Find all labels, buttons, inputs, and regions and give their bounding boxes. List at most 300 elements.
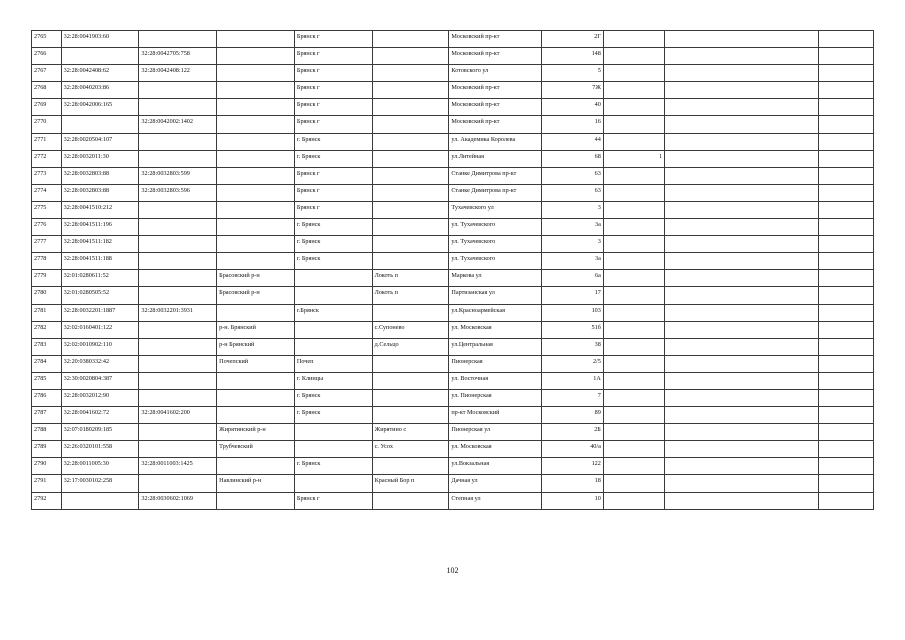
- cell-cadastral-number-2: [139, 441, 217, 458]
- cell-row-number: 2784: [32, 355, 62, 372]
- cell-empty: [818, 458, 873, 475]
- cell-street: ул. Тухачевского: [449, 219, 542, 236]
- cell-cadastral-number: 32:17:0030102:258: [61, 475, 139, 492]
- cell-flat: [603, 184, 664, 201]
- cell-street: ул. Тухачевского: [449, 236, 542, 253]
- cell-house: 63: [542, 167, 603, 184]
- cell-district: [217, 389, 295, 406]
- cell-house: 17: [542, 287, 603, 304]
- cell-city: [294, 475, 372, 492]
- cell-district: Трубчевский: [217, 441, 295, 458]
- table-row: [32, 253, 874, 270]
- table-row: [32, 99, 874, 116]
- cell-cadastral-number: 32:28:0041903:60: [61, 31, 139, 48]
- cell-empty: [818, 99, 873, 116]
- cell-house: 63: [542, 184, 603, 201]
- table-row: [32, 236, 874, 253]
- cell-settlement: [372, 407, 449, 424]
- cell-city: г. Брянск: [294, 133, 372, 150]
- cell-empty: [818, 304, 873, 321]
- cell-house: 5: [542, 65, 603, 82]
- cell-district: р-н. Брянский: [217, 321, 295, 338]
- cell-district: [217, 184, 295, 201]
- table-row: [32, 372, 874, 389]
- cell-street: Котовского ул: [449, 65, 542, 82]
- cell-street: ул.Вокзальная: [449, 458, 542, 475]
- cell-cadastral-number-2: [139, 253, 217, 270]
- cell-settlement: [372, 236, 449, 253]
- cell-district: р-н Брянский: [217, 338, 295, 355]
- table-row: [32, 441, 874, 458]
- cell-settlement: [372, 82, 449, 99]
- cell-district: Почепский: [217, 355, 295, 372]
- cell-settlement: с.Супонево: [372, 321, 449, 338]
- cell-district: [217, 116, 295, 133]
- cell-row-number: 2787: [32, 407, 62, 424]
- cell-cadastral-number: 32:20:0380332:42: [61, 355, 139, 372]
- cell-row-number: 2775: [32, 201, 62, 218]
- cell-row-number: 2786: [32, 389, 62, 406]
- cell-city: [294, 321, 372, 338]
- cell-cadastral-number: 32:02:0010902:110: [61, 338, 139, 355]
- cell-extra: [665, 65, 818, 82]
- cell-city: г. Брянск: [294, 236, 372, 253]
- cell-empty: [818, 82, 873, 99]
- cell-city: г. Брянск: [294, 458, 372, 475]
- cell-city: г. Брянск: [294, 219, 372, 236]
- cell-settlement: с. Усох: [372, 441, 449, 458]
- cell-city: Брянск г: [294, 99, 372, 116]
- cell-settlement: [372, 116, 449, 133]
- cell-city: г. Брянск: [294, 407, 372, 424]
- cell-street: ул. Тухачевского: [449, 253, 542, 270]
- cell-district: [217, 372, 295, 389]
- cell-street: Пионерская: [449, 355, 542, 372]
- cell-empty: [818, 201, 873, 218]
- cell-empty: [818, 253, 873, 270]
- cell-flat: [603, 116, 664, 133]
- cell-settlement: [372, 167, 449, 184]
- cell-row-number: 2768: [32, 82, 62, 99]
- table-row: [32, 82, 874, 99]
- cell-empty: [818, 167, 873, 184]
- table-row: [32, 31, 874, 48]
- cell-cadastral-number: 32:07:0180209:185: [61, 424, 139, 441]
- cell-cadastral-number: 32:28:0041511:196: [61, 219, 139, 236]
- cell-cadastral-number: 32:28:0032803:88: [61, 184, 139, 201]
- cell-street: Московский пр-кт: [449, 31, 542, 48]
- table-row: [32, 321, 874, 338]
- cell-cadastral-number: 32:28:0040203:86: [61, 82, 139, 99]
- cell-flat: [603, 31, 664, 48]
- cell-cadastral-number: 32:28:0042408:62: [61, 65, 139, 82]
- cell-settlement: [372, 253, 449, 270]
- table-row: [32, 475, 874, 492]
- cell-empty: [818, 133, 873, 150]
- cell-house: 3а: [542, 253, 603, 270]
- cell-extra: [665, 475, 818, 492]
- cell-city: [294, 441, 372, 458]
- cell-extra: [665, 133, 818, 150]
- cell-flat: [603, 424, 664, 441]
- cell-cadastral-number: 32:02:0160401:122: [61, 321, 139, 338]
- cell-row-number: 2771: [32, 133, 62, 150]
- cell-row-number: 2776: [32, 219, 62, 236]
- registry-table: [31, 30, 874, 510]
- cell-empty: [818, 287, 873, 304]
- table-row: [32, 184, 874, 201]
- cell-row-number: 2792: [32, 492, 62, 509]
- cell-street: Тухачевского ул: [449, 201, 542, 218]
- cell-district: [217, 31, 295, 48]
- cell-house: 1А: [542, 372, 603, 389]
- table-row: [32, 492, 874, 509]
- cell-street: Партизанская ул: [449, 287, 542, 304]
- cell-street: ул.Красноармейская: [449, 304, 542, 321]
- cell-empty: [818, 407, 873, 424]
- cell-empty: [818, 389, 873, 406]
- cell-extra: [665, 304, 818, 321]
- cell-cadastral-number-2: 32:28:0042408:122: [139, 65, 217, 82]
- cell-row-number: 2777: [32, 236, 62, 253]
- cell-district: [217, 48, 295, 65]
- cell-flat: [603, 253, 664, 270]
- cell-flat: [603, 133, 664, 150]
- cell-extra: [665, 458, 818, 475]
- document-sheet: [31, 30, 874, 510]
- cell-extra: [665, 31, 818, 48]
- cell-cadastral-number: [61, 492, 139, 509]
- cell-cadastral-number-2: [139, 424, 217, 441]
- cell-district: Навлинский р-н: [217, 475, 295, 492]
- cell-flat: [603, 389, 664, 406]
- cell-house: 148: [542, 48, 603, 65]
- cell-house: 51б: [542, 321, 603, 338]
- cell-city: Брянск г: [294, 82, 372, 99]
- cell-flat: [603, 338, 664, 355]
- cell-settlement: [372, 65, 449, 82]
- cell-cadastral-number: 32:28:0041511:188: [61, 253, 139, 270]
- cell-flat: [603, 82, 664, 99]
- cell-house: 122: [542, 458, 603, 475]
- cell-city: Брянск г: [294, 184, 372, 201]
- cell-settlement: [372, 150, 449, 167]
- cell-flat: [603, 236, 664, 253]
- cell-city: [294, 338, 372, 355]
- cell-settlement: Локоть п: [372, 287, 449, 304]
- cell-cadastral-number: 32:28:0041510:212: [61, 201, 139, 218]
- cell-district: [217, 133, 295, 150]
- cell-district: Брасовский р-н: [217, 287, 295, 304]
- cell-extra: [665, 219, 818, 236]
- cell-extra: [665, 82, 818, 99]
- cell-empty: [818, 441, 873, 458]
- cell-district: Брасовский р-н: [217, 270, 295, 287]
- cell-extra: [665, 253, 818, 270]
- cell-row-number: 2770: [32, 116, 62, 133]
- cell-cadastral-number: 32:28:0011005:30: [61, 458, 139, 475]
- cell-street: Московский пр-кт: [449, 116, 542, 133]
- cell-settlement: [372, 31, 449, 48]
- cell-flat: [603, 219, 664, 236]
- cell-cadastral-number: 32:01:0280611:52: [61, 270, 139, 287]
- cell-extra: [665, 355, 818, 372]
- cell-cadastral-number: 32:28:0041511:182: [61, 236, 139, 253]
- cell-empty: [818, 184, 873, 201]
- table-row: [32, 133, 874, 150]
- cell-row-number: 2774: [32, 184, 62, 201]
- cell-cadastral-number: 32:28:0041602:72: [61, 407, 139, 424]
- cell-extra: [665, 150, 818, 167]
- cell-row-number: 2782: [32, 321, 62, 338]
- table-row: [32, 270, 874, 287]
- cell-cadastral-number-2: [139, 31, 217, 48]
- cell-extra: [665, 167, 818, 184]
- cell-house: 38: [542, 338, 603, 355]
- table-row: [32, 219, 874, 236]
- cell-city: г. Брянск: [294, 150, 372, 167]
- cell-street: Станке Димитрова пр-кт: [449, 167, 542, 184]
- cell-cadastral-number: 32:26:0320101:558: [61, 441, 139, 458]
- cell-row-number: 2789: [32, 441, 62, 458]
- cell-house: 18: [542, 475, 603, 492]
- cell-empty: [818, 270, 873, 287]
- cell-house: 44: [542, 133, 603, 150]
- cell-settlement: [372, 201, 449, 218]
- cell-settlement: Жирятино с: [372, 424, 449, 441]
- cell-extra: [665, 48, 818, 65]
- cell-street: ул. Пионерская: [449, 389, 542, 406]
- cell-house: 7Ж: [542, 82, 603, 99]
- cell-flat: [603, 492, 664, 509]
- cell-district: [217, 304, 295, 321]
- cell-row-number: 2779: [32, 270, 62, 287]
- cell-flat: [603, 99, 664, 116]
- cell-house: 2Г: [542, 31, 603, 48]
- table-row: [32, 389, 874, 406]
- cell-cadastral-number-2: [139, 201, 217, 218]
- cell-city: Брянск г: [294, 167, 372, 184]
- cell-settlement: [372, 48, 449, 65]
- cell-city: Почеп: [294, 355, 372, 372]
- cell-district: [217, 492, 295, 509]
- cell-street: Московский пр-кт: [449, 48, 542, 65]
- registry-rows: [32, 31, 874, 510]
- cell-extra: [665, 424, 818, 441]
- cell-extra: [665, 407, 818, 424]
- cell-flat: [603, 321, 664, 338]
- table-row: [32, 65, 874, 82]
- cell-extra: [665, 236, 818, 253]
- cell-street: Московский пр-кт: [449, 99, 542, 116]
- cell-cadastral-number: [61, 48, 139, 65]
- cell-extra: [665, 372, 818, 389]
- cell-cadastral-number-2: 32:28:0042002:1402: [139, 116, 217, 133]
- cell-cadastral-number-2: 32:28:0032803:599: [139, 167, 217, 184]
- cell-empty: [818, 236, 873, 253]
- cell-settlement: [372, 99, 449, 116]
- cell-house: 3: [542, 236, 603, 253]
- cell-row-number: 2785: [32, 372, 62, 389]
- cell-street: Московский пр-кт: [449, 82, 542, 99]
- cell-cadastral-number-2: [139, 389, 217, 406]
- cell-empty: [818, 150, 873, 167]
- cell-empty: [818, 219, 873, 236]
- cell-cadastral-number-2: [139, 372, 217, 389]
- cell-settlement: Локоть п: [372, 270, 449, 287]
- cell-cadastral-number-2: [139, 133, 217, 150]
- cell-empty: [818, 475, 873, 492]
- cell-row-number: 2778: [32, 253, 62, 270]
- cell-cadastral-number: 32:28:0020504:107: [61, 133, 139, 150]
- cell-flat: [603, 270, 664, 287]
- cell-flat: 1: [603, 150, 664, 167]
- cell-settlement: [372, 133, 449, 150]
- cell-settlement: [372, 372, 449, 389]
- cell-district: [217, 236, 295, 253]
- cell-district: [217, 219, 295, 236]
- cell-city: Брянск г: [294, 65, 372, 82]
- cell-cadastral-number: 32:01:0280505:52: [61, 287, 139, 304]
- cell-extra: [665, 201, 818, 218]
- cell-house: 3а: [542, 219, 603, 236]
- cell-flat: [603, 441, 664, 458]
- cell-row-number: 2781: [32, 304, 62, 321]
- cell-house: 40: [542, 99, 603, 116]
- table-row: [32, 304, 874, 321]
- table-row: [32, 116, 874, 133]
- cell-city: г. Клинцы: [294, 372, 372, 389]
- cell-flat: [603, 48, 664, 65]
- cell-cadastral-number-2: [139, 236, 217, 253]
- cell-street: Станке Димитрова пр-кт: [449, 184, 542, 201]
- cell-cadastral-number-2: 32:28:0011003:1425: [139, 458, 217, 475]
- cell-cadastral-number-2: [139, 99, 217, 116]
- cell-street: ул. Московская: [449, 441, 542, 458]
- cell-cadastral-number: 32:28:0042006:165: [61, 99, 139, 116]
- cell-extra: [665, 116, 818, 133]
- cell-cadastral-number-2: [139, 338, 217, 355]
- cell-district: [217, 65, 295, 82]
- cell-flat: [603, 167, 664, 184]
- table-row: [32, 407, 874, 424]
- cell-cadastral-number: 32:28:0032201:1887: [61, 304, 139, 321]
- cell-cadastral-number: 32:28:0032011:30: [61, 150, 139, 167]
- cell-flat: [603, 304, 664, 321]
- cell-house: 16: [542, 116, 603, 133]
- table-row: [32, 424, 874, 441]
- cell-empty: [818, 321, 873, 338]
- cell-cadastral-number: 32:30:0020804:387: [61, 372, 139, 389]
- cell-settlement: д.Сельцо: [372, 338, 449, 355]
- cell-street: Степная ул: [449, 492, 542, 509]
- cell-flat: [603, 458, 664, 475]
- table-row: [32, 355, 874, 372]
- table-row: [32, 48, 874, 65]
- cell-extra: [665, 441, 818, 458]
- cell-house: 2Б: [542, 424, 603, 441]
- cell-cadastral-number-2: [139, 287, 217, 304]
- cell-house: 68: [542, 150, 603, 167]
- cell-house: 103: [542, 304, 603, 321]
- cell-district: [217, 167, 295, 184]
- cell-district: Жирятинский р-н: [217, 424, 295, 441]
- cell-settlement: [372, 458, 449, 475]
- cell-flat: [603, 407, 664, 424]
- cell-house: 7: [542, 389, 603, 406]
- cell-settlement: [372, 355, 449, 372]
- cell-extra: [665, 492, 818, 509]
- cell-extra: [665, 389, 818, 406]
- cell-cadastral-number-2: [139, 82, 217, 99]
- cell-extra: [665, 99, 818, 116]
- cell-settlement: [372, 492, 449, 509]
- cell-street: ул. Восточная: [449, 372, 542, 389]
- cell-cadastral-number-2: [139, 219, 217, 236]
- cell-settlement: [372, 304, 449, 321]
- cell-cadastral-number-2: 32:28:0032803:596: [139, 184, 217, 201]
- cell-flat: [603, 372, 664, 389]
- cell-flat: [603, 355, 664, 372]
- table-row: [32, 150, 874, 167]
- cell-city: Брянск г: [294, 31, 372, 48]
- cell-row-number: 2769: [32, 99, 62, 116]
- cell-row-number: 2773: [32, 167, 62, 184]
- cell-house: 6а: [542, 270, 603, 287]
- cell-district: [217, 82, 295, 99]
- cell-row-number: 2766: [32, 48, 62, 65]
- cell-empty: [818, 65, 873, 82]
- cell-flat: [603, 201, 664, 218]
- cell-row-number: 2780: [32, 287, 62, 304]
- cell-empty: [818, 372, 873, 389]
- table-row: [32, 287, 874, 304]
- cell-cadastral-number-2: 32:28:0030602:1069: [139, 492, 217, 509]
- cell-extra: [665, 321, 818, 338]
- cell-extra: [665, 338, 818, 355]
- cell-house: 2/5: [542, 355, 603, 372]
- cell-street: ул.Центральная: [449, 338, 542, 355]
- cell-cadastral-number-2: 32:28:0032201:3931: [139, 304, 217, 321]
- cell-district: [217, 150, 295, 167]
- table-row: [32, 338, 874, 355]
- cell-row-number: 2788: [32, 424, 62, 441]
- cell-city: Брянск г: [294, 48, 372, 65]
- cell-cadastral-number-2: [139, 270, 217, 287]
- cell-city: Брянск г: [294, 116, 372, 133]
- cell-city: г.Брянск: [294, 304, 372, 321]
- cell-cadastral-number-2: [139, 475, 217, 492]
- cell-street: Пионерская ул: [449, 424, 542, 441]
- cell-row-number: 2790: [32, 458, 62, 475]
- cell-street: Маркова ул: [449, 270, 542, 287]
- cell-city: Брянск г: [294, 492, 372, 509]
- cell-cadastral-number: 32:28:0032012:90: [61, 389, 139, 406]
- cell-house: 3: [542, 201, 603, 218]
- cell-street: пр-кт Московский: [449, 407, 542, 424]
- cell-extra: [665, 184, 818, 201]
- cell-extra: [665, 270, 818, 287]
- cell-extra: [665, 287, 818, 304]
- page-number: 102: [446, 566, 459, 575]
- cell-district: [217, 253, 295, 270]
- cell-flat: [603, 65, 664, 82]
- cell-street: ул. Московская: [449, 321, 542, 338]
- cell-city: г. Брянск: [294, 253, 372, 270]
- cell-district: [217, 407, 295, 424]
- cell-settlement: Красный Бор п: [372, 475, 449, 492]
- cell-city: г. Брянск: [294, 389, 372, 406]
